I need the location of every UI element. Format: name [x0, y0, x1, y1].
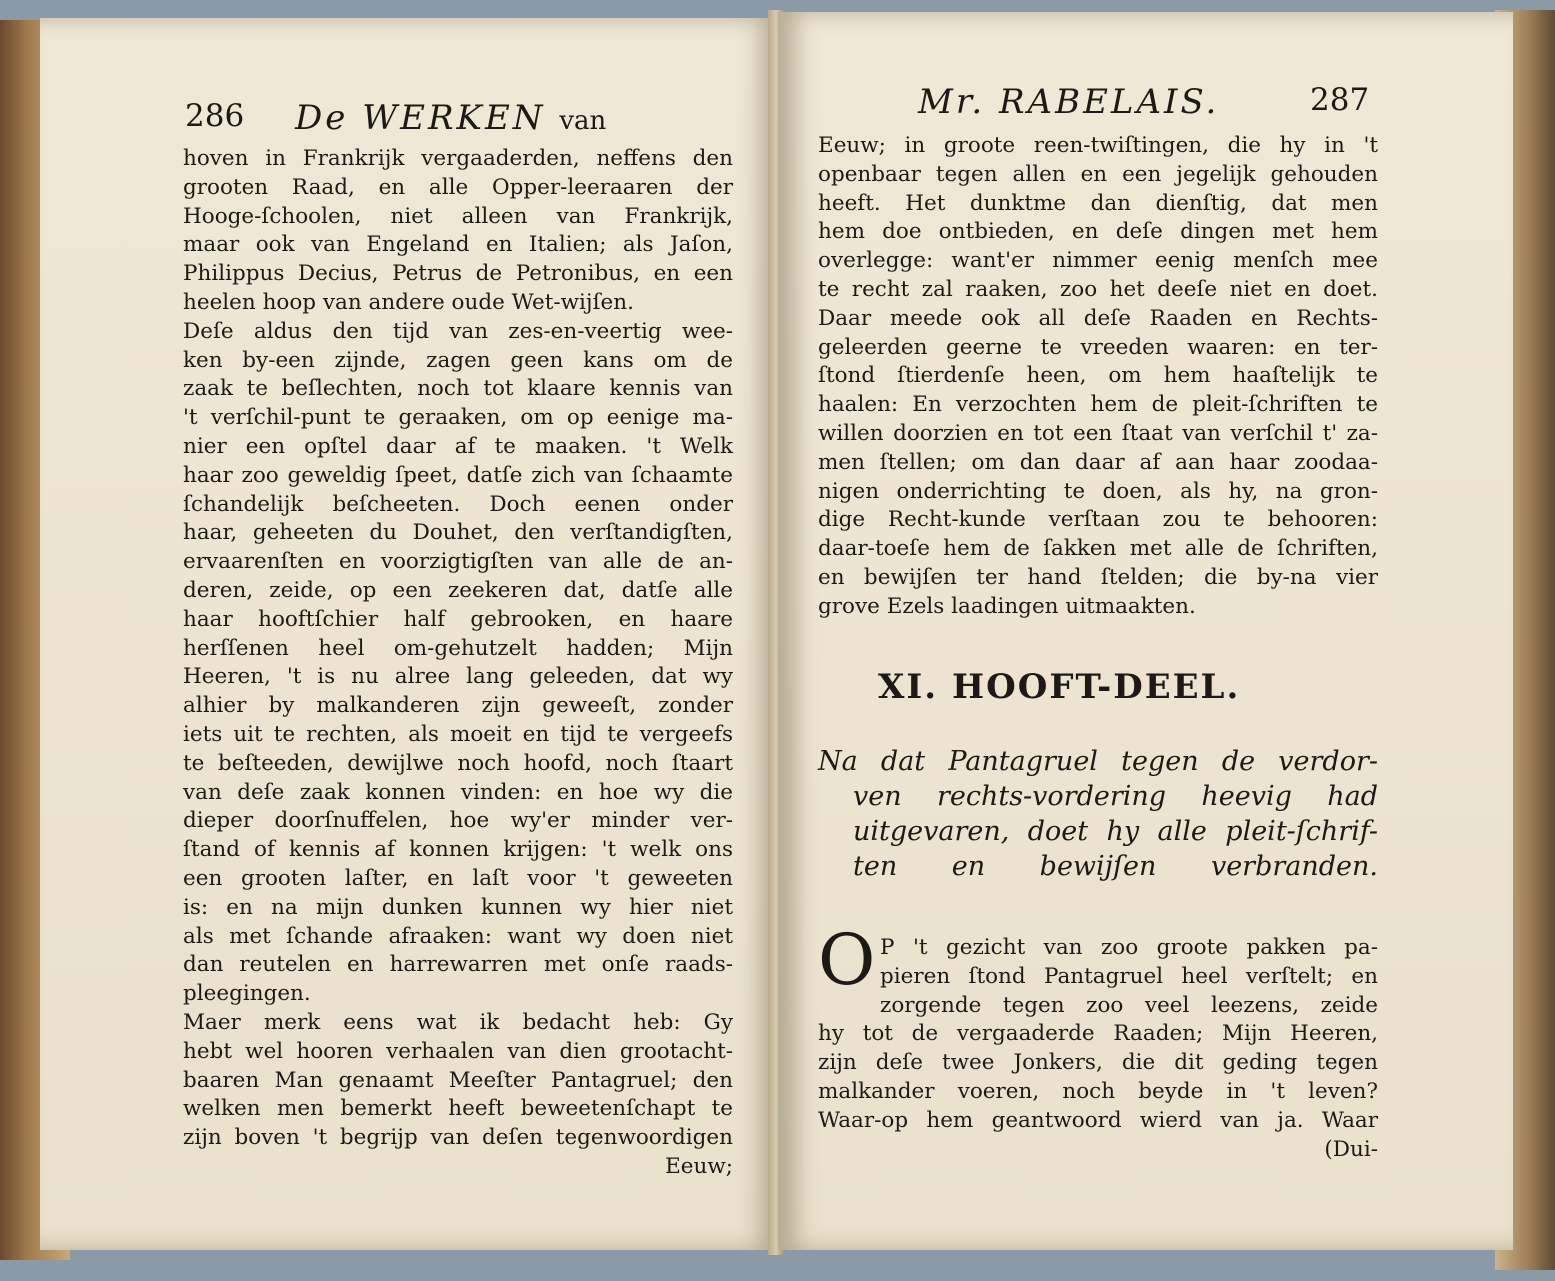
text-line: haar, geheeten du Douhet, den verſtandigſten,: [183, 520, 733, 546]
text-line: nier een opſtel daar af te maaken. 't Welk: [183, 433, 733, 459]
text-line: ven rechts-vordering heevig had: [853, 781, 1378, 812]
text-line: dige Recht-kunde verſtaan zou te behooren:: [818, 507, 1378, 533]
text-line: heeft. Het dunktme dan dienſtig, dat men: [818, 190, 1378, 216]
text-line: P 't gezicht van zoo groote pakken pa-: [880, 935, 1378, 960]
text-line: ſtond ſtierdenſe heen, om hem haaſtelijk te: [818, 363, 1378, 389]
text-line: Waar-op hem geantwoord wierd van ja. Waar: [818, 1107, 1378, 1133]
text-line: ſtand of kennis af konnen krijgen: 't welk ons: [183, 837, 733, 863]
text-line: hebt wel hooren verhaalen van dien grootacht-: [183, 1038, 733, 1064]
text-line: (Dui-: [1324, 1136, 1378, 1162]
text-line: herſſenen heel om-gehutzelt hadden; Mijn: [183, 635, 733, 661]
running-title-left: De WERKEN van: [295, 98, 607, 138]
text-line: Maer merk eens wat ik bedacht heb: Gy: [183, 1009, 733, 1035]
text-line: welken men bemerkt heeft beweetenſchapt te: [183, 1096, 733, 1122]
chapter-heading: XI. HOOFT-DEEL.: [878, 667, 1241, 707]
left-page-text: [183, 145, 733, 1182]
text-line: willen doorzien en tot een ſtaat van verſchil t' za-: [818, 420, 1378, 446]
text-line: baaren Man genaamt Meeſter Pantagruel; den: [183, 1067, 733, 1093]
drop-cap: O: [818, 919, 876, 1001]
text-line: pleegingen.: [183, 981, 311, 1007]
text-line: zaak te beſlechten, noch tot klaare kennis van: [183, 376, 733, 402]
text-line: uitgevaren, doet hy alle pleit-ſchrif-: [853, 816, 1378, 847]
text-line: deren, zeide, op een zeekeren dat, datſe alle: [183, 577, 733, 603]
text-line: haalen: En verzochten hem de pleit-ſchriften te: [818, 392, 1378, 418]
page-number-left: 286: [185, 98, 245, 134]
text-line: alhier by malkanderen zijn geweeſt, zonder: [183, 693, 733, 719]
text-line: hoven in Frankrijk vergaaderden, neffens den: [183, 146, 733, 171]
text-line: als met ſchande afraaken: want wy doen niet: [183, 923, 733, 949]
right-page: [778, 12, 1513, 1250]
text-line: Eeuw; in groote reen-twiſtingen, die hy in 't: [818, 133, 1378, 158]
text-line: openbaar tegen allen en een jegelijk gehouden: [818, 161, 1378, 187]
page-number-right: 287: [1310, 82, 1370, 118]
text-line: zorgende tegen zoo veel leezens, zeide: [880, 992, 1378, 1018]
text-line: geleerden geerne te vreeden waaren: en ter-: [818, 334, 1378, 360]
text-line: Hooge-ſchoolen, niet alleen van Frankrijk,: [183, 203, 733, 229]
text-line: ten en bewijſen verbranden.: [853, 851, 1378, 882]
text-line: haar hooftſchier half gebrooken, en haare: [183, 606, 733, 632]
text-line: ken by-een zijnde, zagen geen kans om de: [183, 347, 733, 373]
text-line: Deſe aldus den tijd van zes-en-veertig wee-: [183, 318, 733, 344]
text-line: een grooten laſter, en laſt voor 't geweeten: [183, 865, 733, 891]
right-page-text: [818, 132, 1378, 622]
text-line: overlegge: want'er nimmer eenig menſch mee: [818, 248, 1378, 274]
chapter-text: [818, 919, 1378, 1164]
text-line: te recht zal raaken, zoo het deeſe niet en doet.: [818, 276, 1378, 302]
text-line: grove Ezels laadingen uitmaakten.: [818, 593, 1196, 619]
text-line: dan reutelen en harrewarren met onſe raads-: [183, 952, 733, 978]
left-page: [40, 18, 778, 1250]
text-line: dieper doorſnuffelen, hoe wy'er minder ver-: [183, 808, 733, 834]
text-line: pieren ſtond Pantagruel heel verſtelt; en: [880, 963, 1378, 989]
text-line: men ſtellen; om dan daar af aan haar zoodaa-: [818, 449, 1378, 475]
text-line: Na dat Pantagruel tegen de verdor-: [818, 746, 1378, 777]
text-line: Daar meede ook all deſe Raaden en Rechts-: [818, 305, 1378, 331]
text-line: ſchandelijk beſcheeten. Doch eenen onder: [183, 491, 733, 517]
text-line: ervaarenſten en voorzigtigſten van alle de an-: [183, 549, 733, 575]
text-line: te beſteeden, dewijlwe noch hoofd, noch ſtaart: [183, 750, 733, 776]
text-line: daar-toeſe hem de ſakken met alle de ſchriften,: [818, 536, 1378, 562]
text-line: hem doe ontbieden, en deſe dingen met hem: [818, 219, 1378, 245]
text-line: 't verſchil-punt te geraaken, om op eenige ma-: [183, 405, 733, 431]
text-line: Philippus Decius, Petrus de Petronibus, en een: [183, 261, 733, 287]
running-title-right: Mr. RABELAIS.: [918, 82, 1220, 122]
text-line: van deſe zaak konnen vinden: en hoe wy die: [183, 779, 733, 805]
text-line: zijn deſe twee Jonkers, die dit geding tegen: [818, 1050, 1378, 1076]
chapter-summary: [818, 744, 1378, 884]
text-line: malkander voeren, noch beyde in 't leven?: [818, 1078, 1378, 1104]
text-line: maar ook van Engeland en Italien; als Jaſon,: [183, 232, 733, 258]
text-line: zijn boven 't begrijp van deſen tegenwoordigen: [183, 1125, 733, 1151]
text-line: en bewijſen ter hand ſtelden; die by-na vier: [818, 564, 1378, 590]
text-line: Heeren, 't is nu alree lang geleeden, dat wy: [183, 664, 733, 690]
text-line: hy tot de vergaaderde Raaden; Mijn Heeren,: [818, 1021, 1378, 1047]
text-line: Eeuw;: [665, 1153, 733, 1179]
text-line: grooten Raad, en alle Opper-leeraaren der: [183, 174, 733, 200]
text-line: is: en na mijn dunken kunnen wy hier niet: [183, 894, 733, 920]
text-line: haar zoo geweldig ſpeet, datſe zich van ſchaamte: [183, 462, 733, 488]
text-line: nigen onderrichting te doen, als hy, na gron-: [818, 478, 1378, 504]
text-line: iets uit te rechten, als moeit en tijd te vergeefs: [183, 721, 733, 747]
text-line: heelen hoop van andere oude Wet-wijſen.: [183, 289, 634, 315]
